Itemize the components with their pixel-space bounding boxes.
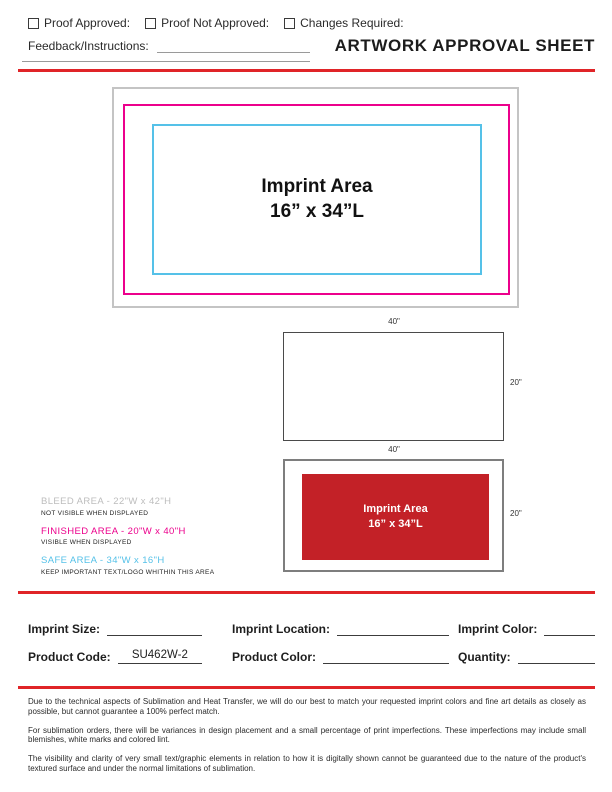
product-code-value[interactable]: SU462W-2: [118, 648, 202, 664]
legend-bleed-area: [41, 496, 214, 517]
legend-finished-note: VISIBLE WHEN DISPLAYED: [41, 539, 132, 546]
page-title: ARTWORK APPROVAL SHEET: [334, 36, 595, 55]
disclaimer-section: [28, 697, 586, 783]
imprint-location-field: [232, 620, 449, 636]
quantity-field: [458, 648, 595, 664]
proof-not-approved-checkbox[interactable]: [145, 18, 156, 29]
proof-approved-option: [28, 16, 130, 30]
legend-safe-area: [41, 555, 214, 576]
header-divider-rule: [18, 69, 595, 72]
disclaimer-paragraph-3: The visibility and clarity of very small text/graphic elements in relation to how it is digitally shown cannot be guaranteed due to the nature of the product's textured surface and under the normal limitations of sublimation.: [28, 754, 586, 774]
spec-top-height-dimension: 20": [510, 378, 522, 387]
product-color-field: [232, 648, 449, 664]
spec-top-rectangle: [283, 332, 504, 441]
legend-finished-area: [41, 526, 214, 547]
disclaimer-divider-rule: [18, 686, 595, 689]
legend-bleed-heading: BLEED AREA - 22"W x 42"H: [41, 496, 172, 507]
imprint-location-input-line[interactable]: [337, 620, 449, 636]
legend-safe-note: KEEP IMPORTANT TEXT/LOGO WHITHIN THIS AREA: [41, 568, 215, 576]
red-imprint-area: [302, 474, 489, 560]
legend-safe-heading: SAFE AREA - 34"W x 16"H: [41, 555, 165, 566]
imprint-size-field: [28, 620, 202, 636]
changes-required-checkbox[interactable]: [284, 18, 295, 29]
red-imprint-line1: Imprint Area: [363, 503, 428, 516]
spec-bottom-rectangle: [283, 459, 504, 572]
changes-required-label: Changes Required:: [300, 16, 404, 30]
imprint-color-label: Imprint Color:: [458, 622, 538, 636]
proof-not-approved-option: [145, 16, 269, 30]
product-code-label: Product Code:: [28, 650, 111, 664]
imprint-area-text: [261, 175, 372, 224]
feedback-input-line-2[interactable]: [22, 48, 310, 62]
proof-approved-checkbox[interactable]: [28, 18, 39, 29]
imprint-area-line2: 16” x 34”L: [270, 200, 364, 222]
feedback-instructions-label: Feedback/Instructions:: [28, 39, 149, 53]
form-divider-rule: [18, 591, 595, 594]
quantity-label: Quantity:: [458, 650, 511, 664]
area-legend: [41, 496, 214, 585]
imprint-color-field: [458, 620, 595, 636]
safe-area-box: [152, 124, 482, 275]
imprint-location-label: Imprint Location:: [232, 622, 330, 636]
red-imprint-text: [363, 502, 427, 532]
product-color-label: Product Color:: [232, 650, 316, 664]
changes-required-option: [284, 16, 403, 30]
imprint-size-label: Imprint Size:: [28, 622, 101, 636]
legend-bleed-note: NOT VISIBLE WHEN DISPLAYED: [41, 509, 149, 517]
proof-approved-label: Proof Approved:: [44, 16, 131, 30]
spec-bottom-height-dimension: 20": [510, 509, 522, 518]
imprint-size-input-line[interactable]: [107, 620, 202, 636]
product-color-input-line[interactable]: [323, 648, 449, 664]
legend-finished-heading: FINISHED AREA - 20"W x 40"H: [41, 525, 186, 537]
spec-top-width-dimension: 40": [388, 317, 400, 326]
disclaimer-paragraph-2: For sublimation orders, there will be variances in design placement and a small percentage of print imperfections. These imperfections may include small blemishes, white marks and colored lint.: [28, 725, 586, 745]
product-code-field: [28, 648, 202, 664]
imprint-area-line1: Imprint Area: [261, 175, 373, 197]
disclaimer-paragraph-1: Due to the technical aspects of Sublimation and Heat Transfer, we will do our best to match your requested imprint colors and fine art details as closely as possible, but cannot guarantee a 100% perfect match.: [28, 697, 586, 716]
approval-checkbox-row: [28, 16, 419, 30]
spec-bottom-width-dimension: 40": [388, 445, 400, 454]
imprint-color-input-line[interactable]: [544, 620, 595, 636]
red-imprint-line2: 16” x 34”L: [368, 518, 423, 530]
quantity-input-line[interactable]: [518, 648, 595, 664]
proof-not-approved-label: Proof Not Approved:: [161, 16, 270, 30]
